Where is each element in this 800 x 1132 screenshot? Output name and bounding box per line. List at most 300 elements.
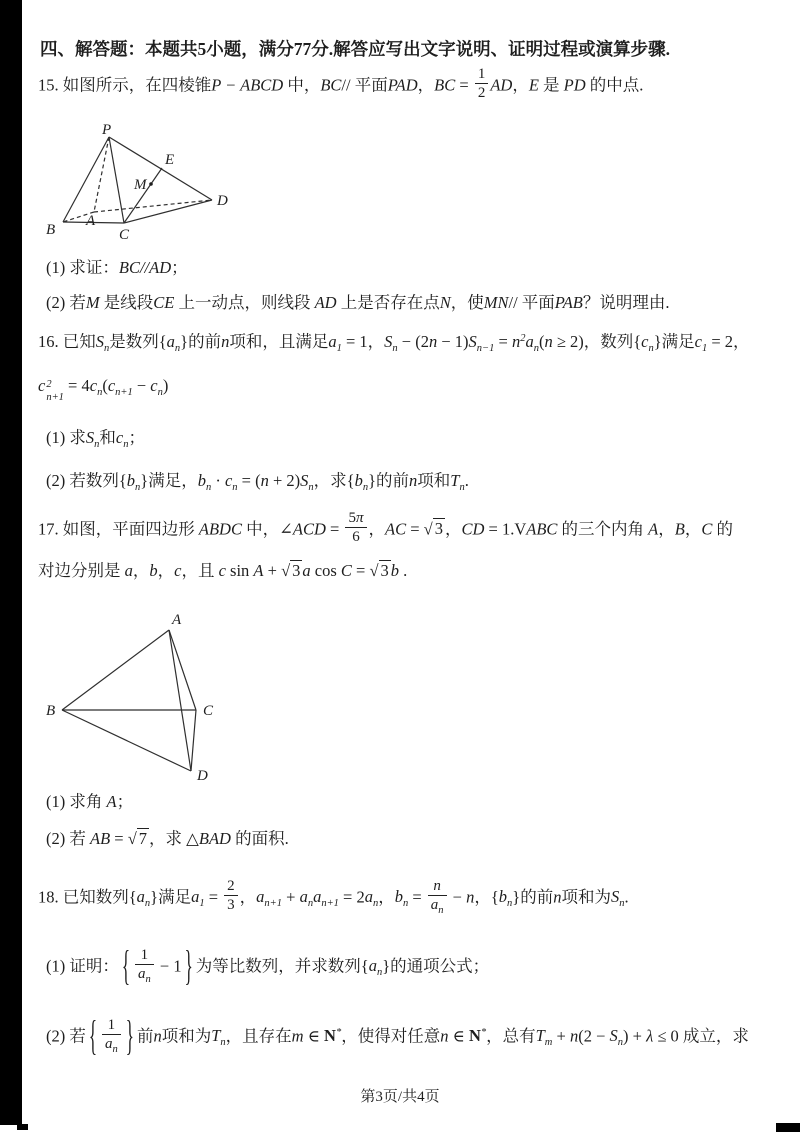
edge-CD: [191, 710, 196, 771]
math-run: [85, 428, 100, 450]
math-run: A: [106, 792, 117, 811]
problem-18-part-2: [46, 1012, 749, 1060]
math-run: }: [150, 887, 159, 907]
math-run: c: [694, 332, 702, 351]
math-run: [345, 528, 366, 546]
math-run: − (2: [397, 332, 429, 351]
math-run: BC: [434, 75, 456, 95]
math-run: [364, 887, 379, 910]
math-run: S: [610, 887, 620, 907]
math-run: 中，∠: [241, 519, 293, 539]
math-run: n: [362, 482, 369, 493]
math-run: [512, 332, 526, 351]
math-run: {: [360, 956, 369, 976]
quadrilateral-edges: [62, 630, 196, 771]
problem-16-part-1: [46, 427, 145, 448]
math-run: n: [392, 343, 398, 354]
problem-15-stem: [38, 68, 643, 105]
math-run: [368, 956, 383, 979]
problem-18-stem: [38, 880, 629, 917]
math-run: √: [369, 561, 379, 580]
math-run: n: [221, 332, 230, 351]
math-run: 15. 如图所示，在四棱锥: [38, 75, 212, 95]
math-run: [369, 560, 390, 580]
math-run: ABC: [526, 519, 558, 539]
math-run: {: [346, 471, 355, 490]
math-run: n+1: [115, 387, 133, 398]
math-run: n: [220, 1037, 226, 1049]
math-run: +: [263, 561, 282, 580]
math-run: [191, 887, 205, 910]
vertex-label-C: C: [203, 703, 214, 719]
math-run: ≥ 2)，数列: [552, 332, 634, 351]
math-run: n: [112, 1044, 118, 1055]
math-run: n: [135, 482, 141, 493]
math-run: =: [455, 75, 473, 95]
math-run: b: [390, 561, 400, 580]
math-run: n: [144, 898, 151, 910]
math-run: [428, 877, 447, 914]
math-run: a: [430, 897, 439, 913]
math-run: BC//AD: [118, 258, 172, 277]
math-run: T: [450, 471, 460, 490]
math-run: P − ABCD: [211, 75, 284, 95]
section-header: 四、解答题：本题共5小题，满分77分.解答应写出文字说明、证明过程或演算步骤.: [40, 39, 670, 59]
math-run: 项和为: [161, 1026, 212, 1046]
math-run: n: [174, 343, 181, 354]
math-run: 项和: [417, 471, 451, 490]
math-run: n: [97, 387, 103, 398]
math-run: c: [150, 376, 158, 395]
edge-AD: [169, 630, 191, 771]
math-run: 3: [380, 561, 389, 580]
math-run: S: [609, 1026, 618, 1046]
vertex-label-B: B: [46, 222, 56, 238]
math-run: {: [88, 1012, 98, 1060]
math-run: n: [619, 898, 625, 910]
math-run: .: [624, 887, 629, 907]
math-run: S: [85, 428, 95, 447]
math-run: 1: [107, 1017, 116, 1033]
math-run: [498, 887, 513, 910]
math-run: 项和，且满足: [229, 332, 329, 351]
math-run: 是数列: [109, 332, 159, 351]
math-run: 为等比数列，并求数列: [195, 956, 361, 976]
math-run: 的前: [188, 332, 222, 351]
math-run: ，: [132, 561, 150, 580]
math-run: [525, 332, 539, 354]
math-run: [428, 896, 447, 914]
math-run: CD: [461, 519, 485, 539]
math-run: ，求: [313, 471, 347, 490]
math-run: PD: [563, 75, 586, 95]
problem-16-stem-line-1: [38, 331, 750, 352]
math-run: AC: [385, 519, 407, 539]
math-run: [224, 877, 238, 914]
math-run: 中，: [283, 75, 321, 95]
math-run: S: [468, 332, 477, 351]
math-run: 1: [702, 343, 708, 354]
math-run: n+1: [46, 392, 64, 403]
problem-17-part-1: [46, 791, 133, 812]
math-run: ) +: [623, 1026, 647, 1046]
math-run: [224, 896, 238, 914]
math-run: n+1: [321, 898, 339, 910]
math-run: 2: [477, 85, 486, 101]
edge-AD-dashed: [94, 200, 212, 212]
math-run: cos: [310, 561, 341, 580]
vertex-label-A: A: [86, 213, 96, 229]
math-run: n: [123, 439, 129, 450]
math-run: [469, 1026, 486, 1045]
math-run: [354, 471, 369, 493]
math-run: [102, 1016, 121, 1053]
math-run: {: [121, 942, 131, 990]
vertex-label-A: A: [172, 612, 182, 628]
math-run: n: [157, 387, 163, 398]
math-run: 6: [352, 529, 360, 545]
math-run: n: [409, 471, 418, 490]
math-run: .: [399, 561, 408, 580]
math-run: [166, 332, 181, 354]
math-run: =: [110, 829, 128, 848]
math-run: ): [162, 376, 169, 395]
math-run: n: [438, 905, 444, 916]
math-run: [345, 509, 366, 528]
vertex-label-C: C: [119, 227, 130, 243]
math-run: C: [340, 561, 352, 580]
problem-17-stem-line-2: [38, 560, 407, 581]
math-run: [115, 428, 129, 450]
math-run: c: [38, 376, 46, 395]
math-run: }: [140, 471, 149, 490]
math-run: {: [633, 332, 642, 351]
math-run: [150, 376, 163, 398]
math-run: n: [153, 1026, 162, 1046]
math-run: a: [136, 887, 145, 907]
math-run: [197, 471, 212, 493]
math-run: [105, 1036, 118, 1055]
math-run: 17. 如图，平面四边形: [38, 519, 199, 539]
math-run: 的面积.: [230, 829, 289, 848]
math-run: c: [174, 561, 182, 580]
math-run: C: [701, 519, 713, 539]
math-run: 满足: [158, 887, 192, 907]
math-run: 满足: [661, 332, 695, 351]
math-run: {: [490, 887, 499, 907]
math-run: ·: [211, 471, 225, 490]
math-run: [610, 887, 625, 910]
math-run: }: [125, 1012, 134, 1060]
math-run: T: [535, 1026, 545, 1046]
math-run: {: [158, 332, 167, 351]
math-run: [300, 471, 314, 493]
scan-bottom-left-mark: [17, 1124, 28, 1130]
math-run: A: [648, 519, 659, 539]
math-run: [136, 887, 151, 910]
math-run: T: [211, 1026, 221, 1046]
math-run: PAD: [387, 75, 418, 95]
math-run: sin: [225, 561, 254, 580]
math-run: n: [372, 898, 379, 910]
math-run: [89, 376, 103, 398]
math-run: [394, 887, 409, 910]
math-run: b: [149, 561, 158, 580]
math-run: +: [282, 887, 300, 907]
math-run: E: [528, 75, 539, 95]
problem-16-part-2: [46, 470, 469, 491]
edge-BP: [63, 137, 109, 222]
math-run: 项和为: [561, 887, 611, 907]
math-run: N: [439, 293, 451, 312]
math-run: a: [328, 332, 337, 351]
math-run: 的三个内角: [557, 519, 649, 539]
math-run: [46, 378, 64, 404]
problem-17-part-2: [46, 828, 289, 849]
math-run: // 平面: [341, 75, 388, 95]
math-run: ≤ 0 成立，求: [653, 1026, 749, 1046]
math-run: ，: [368, 519, 385, 539]
math-run: }: [368, 471, 377, 490]
math-run: {: [128, 887, 137, 907]
math-run: [694, 332, 708, 354]
math-run: = 2: [338, 887, 365, 907]
math-run: CE: [153, 293, 175, 312]
math-run: ，: [157, 561, 175, 580]
math-run: M: [85, 293, 100, 312]
math-run: a: [368, 956, 377, 976]
math-run: [424, 518, 445, 538]
math-run: (1) 证明：: [46, 956, 119, 976]
math-run: a: [525, 332, 534, 351]
math-run: [450, 471, 465, 493]
math-run: AD: [314, 293, 337, 312]
math-run: 5: [348, 510, 356, 526]
math-run: b: [498, 887, 508, 907]
math-run: }: [180, 332, 189, 351]
math-run: n: [553, 887, 562, 907]
math-run: [102, 1016, 121, 1035]
math-run: *: [335, 1027, 342, 1039]
math-run: n: [533, 343, 539, 354]
math-run: 2: [46, 378, 52, 390]
math-run: MN: [483, 293, 509, 312]
edge-AB: [62, 630, 169, 710]
math-run: √: [281, 561, 291, 580]
math-run: [428, 877, 447, 896]
math-run: a: [313, 887, 322, 907]
math-run: (1) 求角: [46, 792, 107, 811]
math-run: − 1: [155, 956, 182, 976]
math-run: B: [674, 519, 685, 539]
math-run: n: [440, 1026, 449, 1046]
math-run: [135, 946, 154, 965]
math-run: }: [184, 942, 193, 990]
math-run: n: [459, 482, 465, 493]
math-run: λ: [646, 1026, 654, 1046]
math-run: 7: [138, 829, 148, 848]
math-run: N: [468, 1026, 481, 1046]
math-run: ，: [684, 519, 702, 539]
math-run: [95, 332, 110, 354]
math-run: [475, 65, 489, 102]
math-run: b: [197, 471, 206, 490]
math-run: ，总有: [486, 1026, 536, 1046]
math-run: = 1，: [341, 332, 385, 351]
math-run: BAD: [198, 829, 231, 848]
math-run: +: [552, 1026, 570, 1046]
math-run: [328, 332, 342, 354]
math-run: [324, 1026, 341, 1045]
math-run: 3: [434, 519, 443, 539]
math-run: [224, 471, 238, 493]
math-run: a: [166, 332, 175, 351]
math-run: ，且: [181, 561, 219, 580]
vertex-label-M: M: [134, 177, 147, 193]
math-run: 16. 已知: [38, 332, 96, 351]
math-run: ，: [444, 519, 462, 539]
math-run: 上是否存在点: [336, 293, 440, 312]
math-run: 2: [520, 333, 526, 344]
math-run: =: [494, 332, 512, 351]
math-run: =: [406, 519, 424, 539]
math-run: ABDC: [198, 519, 242, 539]
math-run: (2) 若: [46, 1026, 86, 1046]
math-run: [128, 828, 149, 848]
math-run: [468, 332, 495, 354]
math-run: [256, 887, 282, 910]
vertex-label-D: D: [197, 768, 208, 784]
math-run: 3: [227, 897, 235, 913]
page-footer: 第3页/共4页: [360, 1089, 440, 1105]
math-run: [102, 1035, 121, 1053]
math-run: ？说明理由.: [582, 293, 670, 312]
math-run: [384, 332, 398, 354]
math-run: a: [256, 887, 265, 907]
math-run: −: [132, 376, 151, 395]
math-run: n: [307, 898, 314, 910]
figure-quadrilateral: [34, 598, 296, 788]
math-run: (2) 若数列: [46, 471, 119, 490]
math-run: 1: [140, 947, 149, 963]
math-run: ，使: [450, 293, 484, 312]
math-run: 的中点.: [585, 75, 644, 95]
math-run: 2: [227, 878, 235, 894]
math-run: [475, 84, 489, 102]
math-run: [211, 1026, 226, 1049]
problem-15-part-2: [46, 292, 670, 313]
math-run: 18. 已知数列: [38, 887, 129, 907]
math-run: m: [544, 1037, 553, 1049]
problem-16-stem-line-2: [38, 375, 168, 404]
edge-BD: [62, 710, 191, 771]
math-run: S: [300, 471, 309, 490]
math-run: (2 −: [578, 1026, 610, 1046]
math-run: √: [423, 519, 433, 539]
math-run: [224, 877, 238, 896]
math-run: b: [126, 471, 136, 490]
math-run: n: [402, 898, 409, 910]
math-run: n: [308, 482, 314, 493]
math-run: [126, 471, 141, 493]
math-run: n: [569, 1026, 579, 1046]
math-run: S: [95, 332, 104, 351]
math-run: A: [253, 561, 264, 580]
math-run: n: [617, 1037, 624, 1049]
math-run: [38, 376, 64, 403]
math-run: n: [428, 332, 438, 351]
math-run: 上一动点，则线段: [174, 293, 315, 312]
math-run: n: [466, 887, 475, 907]
math-run: 对边分别是: [38, 561, 125, 580]
math-run: c: [218, 561, 226, 580]
math-run: S: [384, 332, 393, 351]
math-run: n: [145, 974, 151, 985]
math-run: √: [127, 829, 137, 848]
math-run: ，且存在: [225, 1026, 292, 1046]
math-run: ∈: [448, 1026, 469, 1046]
problem-18-part-1: [46, 942, 490, 990]
math-run: a: [191, 887, 200, 907]
math-run: b: [354, 471, 363, 490]
math-run: 前: [136, 1026, 154, 1046]
math-run: ；: [116, 792, 134, 811]
vertex-label-B: B: [46, 703, 56, 719]
math-run: [475, 65, 489, 84]
math-run: c: [115, 428, 124, 447]
math-run: =: [325, 519, 344, 539]
math-run: ，: [378, 887, 395, 907]
math-run: + 2): [268, 471, 301, 490]
math-run: a: [138, 966, 146, 982]
math-run: n: [433, 878, 441, 894]
math-run: n: [544, 332, 553, 351]
math-run: [313, 887, 339, 910]
math-run: 的通项公式；: [390, 956, 490, 976]
math-run: }: [653, 332, 662, 351]
math-run: π: [355, 510, 364, 526]
math-run: .: [464, 471, 469, 490]
math-run: }: [382, 956, 391, 976]
math-run: (2) 若: [46, 829, 90, 848]
math-run: =: [351, 561, 370, 580]
math-run: c: [641, 332, 649, 351]
math-run: AB: [90, 829, 111, 848]
math-run: n: [232, 482, 238, 493]
math-run: 的前: [520, 887, 554, 907]
math-run: n: [376, 967, 383, 979]
math-run: 的前: [376, 471, 410, 490]
math-run: ；: [128, 428, 145, 447]
math-run: 3: [292, 561, 301, 580]
math-run: BC: [320, 75, 342, 95]
math-run: ，使得对任意: [341, 1026, 441, 1046]
math-run: (1) 求: [46, 428, 86, 447]
math-run: =: [408, 887, 426, 907]
math-run: n−1: [476, 343, 495, 354]
math-run: [107, 376, 133, 398]
math-run: n+1: [264, 898, 282, 910]
math-run: 1: [199, 898, 205, 910]
math-run: }: [512, 887, 521, 907]
scan-left-black-band: [0, 0, 22, 1125]
math-run: n: [648, 343, 654, 354]
vertex-label-D: D: [217, 193, 228, 209]
math-run: 的: [712, 519, 733, 539]
math-run: 是线段: [99, 293, 154, 312]
math-run: c: [224, 471, 233, 490]
math-run: a: [105, 1036, 113, 1052]
